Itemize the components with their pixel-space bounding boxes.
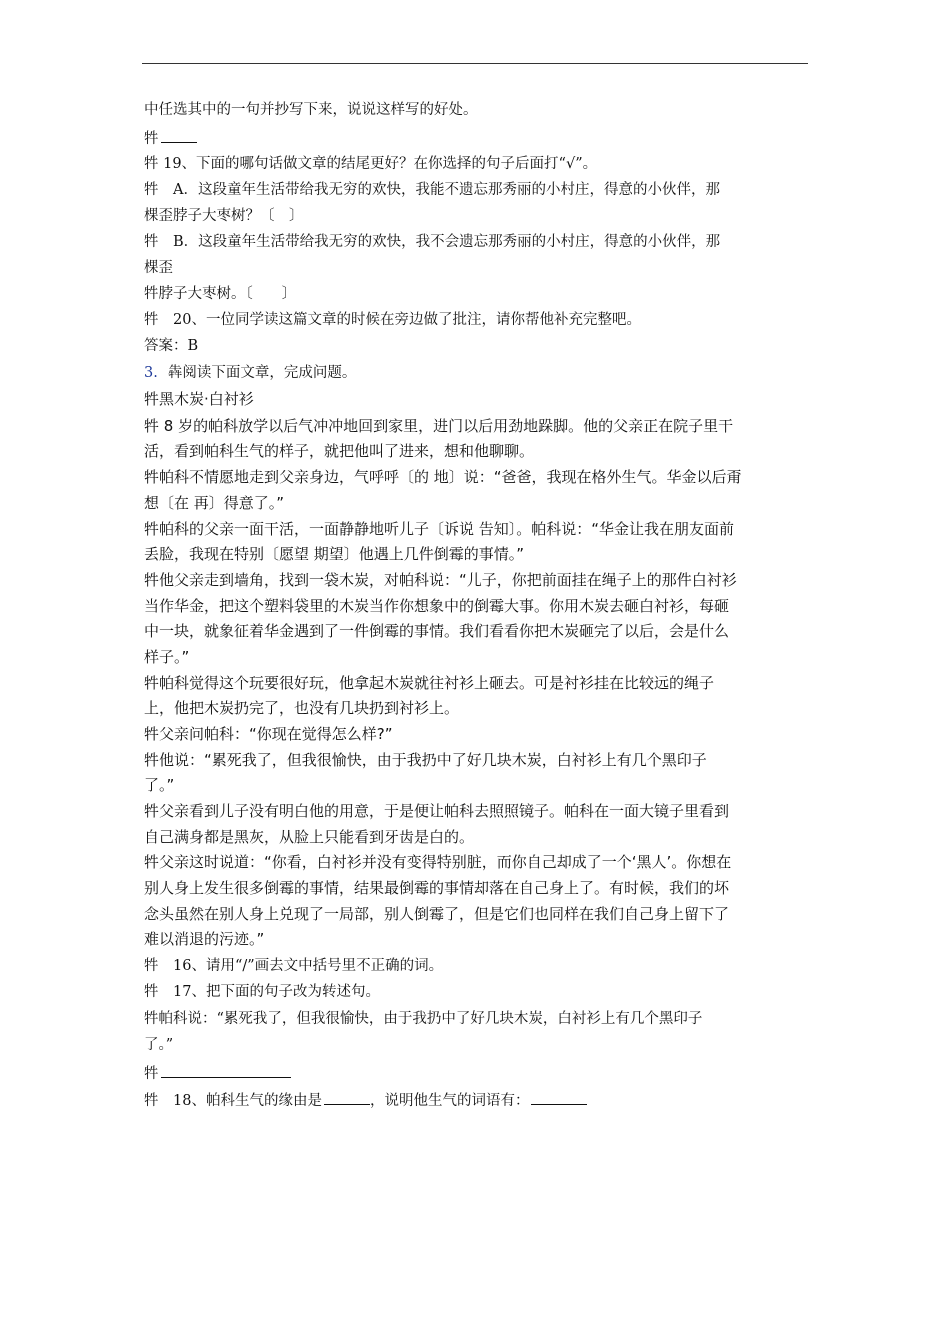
quote-line: 了。” <box>144 1037 174 1053</box>
article-line: 牪父亲看到儿子没有明白他的用意，于是便让帕科去照照镜子。帕科在一面大镜子里看到 <box>144 802 730 820</box>
article-line: 活，看到帕科生气的样子，就把他叫了进来，想和他聊聊。 <box>144 442 535 460</box>
option-b-cont: 牪脖子大枣树。〔 〕 <box>144 286 297 302</box>
section-heading: 3. 犇阅读下面文章，完成问题。 <box>144 365 357 381</box>
option-b: 牪 B．这段童年生活带给我无穷的欢快，我不会遗忘那秀丽的小村庄，得意的小伙伴，那 <box>144 234 721 250</box>
article-line: 自己满身都是黑灰，从脸上只能看到牙齿是白的。 <box>144 828 475 846</box>
article-line: 牪他父亲走到墙角，找到一袋木炭，对帕科说：“儿子，你把前面挂在绳子上的那件白衬衫 <box>144 571 737 589</box>
article-line: 上，他把木炭扔完了，也没有几块扔到衬衫上。 <box>144 699 460 717</box>
article-line: 了。” <box>144 776 175 794</box>
article-line: 牪父亲问帕科：“你现在觉得怎么样?” <box>144 725 393 743</box>
answer-line: 牪 <box>144 127 197 149</box>
question-16: 牪 16、请用“/”画去文中括号里不正确的词。 <box>144 958 444 974</box>
article-line: 样子。” <box>144 648 190 666</box>
option-a-cont: 棵歪脖子大枣树？〔 〕 <box>144 208 304 224</box>
question-17: 牪 17、把下面的句子改为转述句。 <box>144 984 380 1000</box>
reason-blank <box>324 1089 370 1105</box>
quote-line: 牪帕科说：“累死我了，但我很愉快，由于我扔中了好几块木炭，白衬衫上有几个黑印子 <box>144 1011 703 1027</box>
article-title: 牪黑木炭·白衬衫 <box>144 390 254 408</box>
article-line: 别人身上发生很多倒霉的事情，结果最倒霉的事情却落在自己身上了。有时候，我们的坏 <box>144 879 730 897</box>
question-19: 牪 19、下面的哪句话做文章的结尾更好？在你选择的句子后面打“√”。 <box>144 156 598 172</box>
article-line: 丢脸，我现在特别〔愿望 期望〕他遇上几件倒霉的事情。” <box>144 545 525 563</box>
option-a: 牪 A．这段童年生活带给我无穷的欢快，我能不遗忘那秀丽的小村庄，得意的小伙伴，那 <box>144 182 720 198</box>
article-line: 中一块，就象征着华金遇到了一件倒霉的事情。我们看看你把木炭砸完了以后，会是什么 <box>144 622 730 640</box>
article-line: 牪父亲这时说道：“你看，白衬衫并没有变得特别脏，而你自己却成了一个‘黑人’。你想在 <box>144 853 732 871</box>
answer-line: 牪 <box>144 1062 291 1084</box>
article-line: 难以消退的污迹。” <box>144 930 265 948</box>
text-line: 中任选其中的一句并抄写下来，说说这样写的好处。 <box>144 102 478 118</box>
article-line: 牪帕科的父亲一面干活，一面静静地听儿子〔诉说 告知〕。帕科说：“华金让我在朋友面前 <box>144 520 735 538</box>
article-line: 牪帕科不情愿地走到父亲身边，气呼呼〔的 地〕说：“爸爸，我现在格外生气。华金以后甭 <box>144 468 742 486</box>
option-b-cont: 棵歪 <box>144 260 173 276</box>
article-line: 牪 8 岁的帕科放学以后气冲冲地回到家里，进门以后用劲地跺脚。他的父亲正在院子里干 <box>144 417 734 435</box>
answer-text: 答案：B <box>144 338 199 354</box>
article-line: 牪他说：“累死我了，但我很愉快，由于我扔中了好几块木炭，白衬衫上有几个黑印子 <box>144 751 707 769</box>
question-18: 牪 18、帕科生气的缘由是 ，说明他生气的词语有： <box>144 1089 587 1111</box>
question-20: 牪 20、一位同学读这篇文章的时候在旁边做了批注，请你帮他补充完整吧。 <box>144 312 641 328</box>
article-line: 当作华金，把这个塑料袋里的木炭当作你想象中的倒霉大事。你用木炭去砸白衬衫，每砸 <box>144 597 730 615</box>
article-line: 想〔在 再〕得意了。” <box>144 494 285 512</box>
article-line: 念头虽然在别人身上兑现了一局部，别人倒霉了，但是它们也同样在我们自己身上留下了 <box>144 905 730 923</box>
answer-blank <box>161 1062 291 1078</box>
words-blank <box>531 1089 587 1105</box>
article-line: 牪帕科觉得这个玩要很好玩，他拿起木炭就往衬衫上砸去。可是衬衫挂在比较远的绳子 <box>144 674 715 692</box>
answer-blank <box>161 127 197 143</box>
section-number: 3. <box>144 365 158 381</box>
header-rule <box>142 63 808 64</box>
